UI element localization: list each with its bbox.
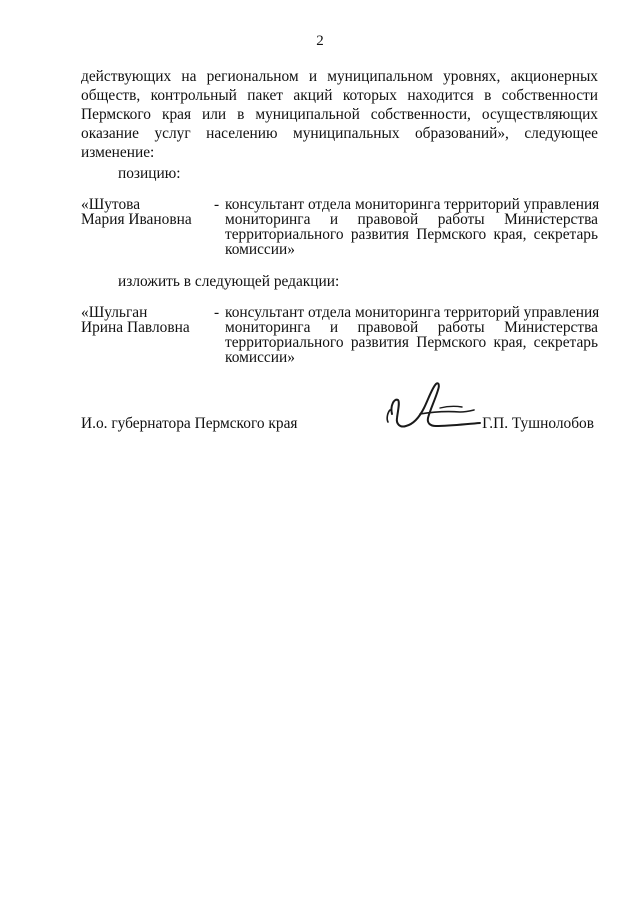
replace-label: изложить в следующей редакции:: [118, 273, 340, 290]
position-line: территориального развития Пермского края, секретарь: [225, 226, 598, 243]
old-member-surname: «Шутова: [81, 196, 141, 213]
position-line: консультант отдела мониторинга территорий управления: [225, 196, 600, 213]
new-member-name: [81, 305, 221, 335]
position-line: мониторинга и правовой работы Министерства: [225, 211, 598, 228]
intro-line: оказание услуг населению муниципальных образований», следующее: [81, 125, 598, 142]
position-line: комиссии»: [225, 349, 295, 366]
signature-block: [81, 414, 598, 438]
position-line: консультант отдела мониторинга территорий управления: [225, 304, 600, 321]
old-member-name: [81, 197, 221, 227]
intro-paragraph: [81, 67, 598, 162]
entry-dash: -: [214, 304, 220, 321]
new-commission-entry: [81, 305, 598, 385]
position-line: мониторинга и правовой работы Министерства: [225, 319, 598, 336]
position-label: позицию:: [118, 165, 181, 182]
new-member-given-names: Ирина Павловна: [81, 319, 190, 336]
old-commission-entry: [81, 197, 598, 277]
signer-title: И.о. губернатора Пермского края: [81, 415, 298, 432]
position-line: комиссии»: [225, 241, 295, 258]
old-member-position: [225, 197, 598, 257]
intro-line: Пермского края или в муниципальной собственности, осуществляющих: [81, 106, 598, 123]
intro-line: обществ, контрольный пакет акций которых находится в собственности: [81, 87, 598, 104]
new-member-surname: «Шульган: [81, 304, 148, 321]
page-number: 2: [316, 33, 324, 49]
new-member-position: [225, 305, 598, 365]
intro-line: изменение:: [81, 144, 155, 161]
intro-line: действующих на региональном и муниципальном уровнях, акционерных: [81, 68, 598, 85]
old-member-given-names: Мария Ивановна: [81, 211, 192, 228]
position-line: территориального развития Пермского края, секретарь: [225, 334, 598, 351]
entry-dash: -: [214, 196, 220, 213]
signer-name: Г.П. Тушнолобов: [482, 415, 594, 432]
